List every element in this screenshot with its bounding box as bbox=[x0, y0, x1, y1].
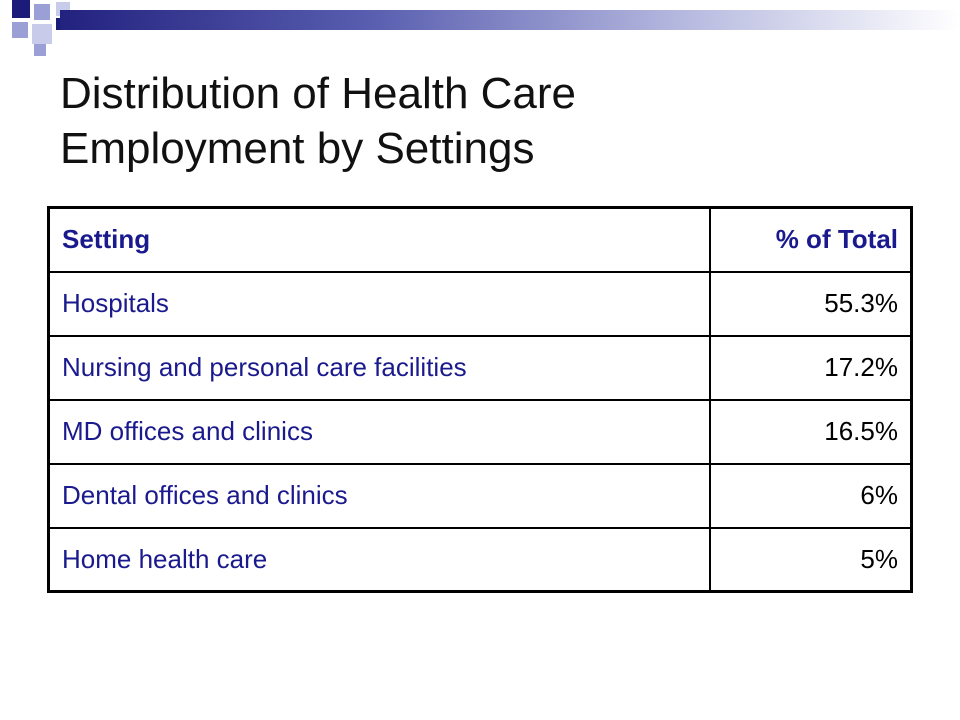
slide-title bbox=[60, 66, 920, 176]
cell-pct: 16.5% bbox=[710, 400, 912, 464]
table-row bbox=[49, 400, 912, 464]
cell-setting: Home health care bbox=[49, 528, 710, 592]
decorative-square bbox=[12, 0, 30, 18]
table-row bbox=[49, 464, 912, 528]
cell-pct: 6% bbox=[710, 464, 912, 528]
table-header-row bbox=[49, 208, 912, 272]
table-row bbox=[49, 336, 912, 400]
cell-setting: Hospitals bbox=[49, 272, 710, 336]
table-row bbox=[49, 528, 912, 592]
cell-setting: MD offices and clinics bbox=[49, 400, 710, 464]
decorative-square bbox=[34, 44, 46, 56]
header-gradient-bar bbox=[60, 10, 960, 30]
cell-pct: 17.2% bbox=[710, 336, 912, 400]
decorative-square bbox=[34, 4, 50, 20]
decorative-square bbox=[32, 24, 52, 44]
table-row bbox=[49, 272, 912, 336]
cell-pct: 5% bbox=[710, 528, 912, 592]
title-line-2: Employment by Settings bbox=[60, 124, 535, 173]
header-setting: Setting bbox=[49, 208, 710, 272]
header-pct: % of Total bbox=[710, 208, 912, 272]
cell-setting: Dental offices and clinics bbox=[49, 464, 710, 528]
cell-pct: 55.3% bbox=[710, 272, 912, 336]
employment-table bbox=[47, 206, 913, 593]
cell-setting: Nursing and personal care facilities bbox=[49, 336, 710, 400]
decorative-square bbox=[12, 22, 28, 38]
title-line-1: Distribution of Health Care bbox=[60, 69, 577, 118]
